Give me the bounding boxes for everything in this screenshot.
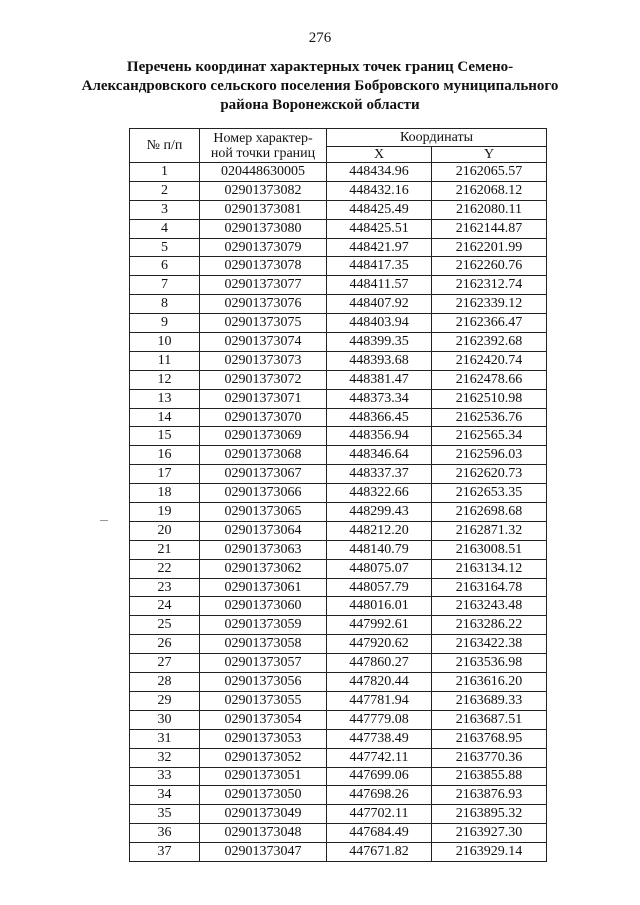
x-coordinate-cell: 447992.61 <box>327 616 432 635</box>
point-number-cell: 02901373052 <box>200 748 327 767</box>
row-number-cell: 22 <box>130 559 200 578</box>
x-coordinate-cell: 448356.94 <box>327 427 432 446</box>
y-coordinate-cell: 2163536.98 <box>432 654 547 673</box>
y-coordinate-cell: 2163929.14 <box>432 843 547 862</box>
x-coordinate-cell: 448322.66 <box>327 484 432 503</box>
x-coordinate-cell: 447684.49 <box>327 824 432 843</box>
row-number-cell: 8 <box>130 295 200 314</box>
point-number-cell: 02901373074 <box>200 333 327 352</box>
x-coordinate-cell: 447702.11 <box>327 805 432 824</box>
point-number-cell: 02901373061 <box>200 578 327 597</box>
x-coordinate-cell: 448373.34 <box>327 389 432 408</box>
row-number-cell: 16 <box>130 446 200 465</box>
point-number-cell: 02901373063 <box>200 540 327 559</box>
table-row <box>130 163 547 182</box>
x-coordinate-cell: 447671.82 <box>327 843 432 862</box>
table-row <box>130 446 547 465</box>
y-coordinate-cell: 2162260.76 <box>432 257 547 276</box>
table-row <box>130 559 547 578</box>
point-number-cell: 02901373065 <box>200 503 327 522</box>
point-number-cell: 02901373067 <box>200 465 327 484</box>
header-row-number: № п/п <box>130 129 200 163</box>
x-coordinate-cell: 448057.79 <box>327 578 432 597</box>
y-coordinate-cell: 2163855.88 <box>432 767 547 786</box>
x-coordinate-cell: 448016.01 <box>327 597 432 616</box>
y-coordinate-cell: 2162080.11 <box>432 200 547 219</box>
table-row <box>130 295 547 314</box>
point-number-cell: 02901373051 <box>200 767 327 786</box>
header-point-number <box>200 129 327 163</box>
table-row <box>130 767 547 786</box>
row-number-cell: 31 <box>130 729 200 748</box>
row-number-cell: 14 <box>130 408 200 427</box>
table-row <box>130 333 547 352</box>
y-coordinate-cell: 2162392.68 <box>432 333 547 352</box>
row-number-cell: 19 <box>130 503 200 522</box>
point-number-cell: 02901373081 <box>200 200 327 219</box>
y-coordinate-cell: 2163134.12 <box>432 559 547 578</box>
x-coordinate-cell: 448381.47 <box>327 370 432 389</box>
table-row <box>130 484 547 503</box>
table-row <box>130 351 547 370</box>
y-coordinate-cell: 2163876.93 <box>432 786 547 805</box>
row-number-cell: 3 <box>130 200 200 219</box>
point-number-cell: 02901373064 <box>200 521 327 540</box>
y-coordinate-cell: 2162339.12 <box>432 295 547 314</box>
margin-mark <box>100 520 108 521</box>
x-coordinate-cell: 447738.49 <box>327 729 432 748</box>
table-row <box>130 276 547 295</box>
row-number-cell: 29 <box>130 691 200 710</box>
table-row <box>130 465 547 484</box>
header-x: X <box>327 147 432 163</box>
y-coordinate-cell: 2162065.57 <box>432 163 547 182</box>
y-coordinate-cell: 2163243.48 <box>432 597 547 616</box>
y-coordinate-cell: 2162596.03 <box>432 446 547 465</box>
document-title <box>80 58 560 115</box>
point-number-cell: 02901373077 <box>200 276 327 295</box>
y-coordinate-cell: 2163687.51 <box>432 710 547 729</box>
row-number-cell: 34 <box>130 786 200 805</box>
x-coordinate-cell: 447860.27 <box>327 654 432 673</box>
y-coordinate-cell: 2163164.78 <box>432 578 547 597</box>
x-coordinate-cell: 447779.08 <box>327 710 432 729</box>
point-number-cell: 02901373072 <box>200 370 327 389</box>
x-coordinate-cell: 448403.94 <box>327 314 432 333</box>
table-row <box>130 824 547 843</box>
table-row <box>130 805 547 824</box>
y-coordinate-cell: 2163768.95 <box>432 729 547 748</box>
table-row <box>130 408 547 427</box>
table-row <box>130 200 547 219</box>
y-coordinate-cell: 2162565.34 <box>432 427 547 446</box>
x-coordinate-cell: 447820.44 <box>327 673 432 692</box>
x-coordinate-cell: 447698.26 <box>327 786 432 805</box>
point-number-cell: 020448630005 <box>200 163 327 182</box>
x-coordinate-cell: 448399.35 <box>327 333 432 352</box>
point-number-cell: 02901373058 <box>200 635 327 654</box>
point-number-cell: 02901373050 <box>200 786 327 805</box>
row-number-cell: 32 <box>130 748 200 767</box>
table-row <box>130 597 547 616</box>
y-coordinate-cell: 2162068.12 <box>432 181 547 200</box>
y-coordinate-cell: 2163689.33 <box>432 691 547 710</box>
y-coordinate-cell: 2162510.98 <box>432 389 547 408</box>
row-number-cell: 33 <box>130 767 200 786</box>
point-number-cell: 02901373071 <box>200 389 327 408</box>
row-number-cell: 15 <box>130 427 200 446</box>
row-number-cell: 26 <box>130 635 200 654</box>
table-row <box>130 578 547 597</box>
row-number-cell: 18 <box>130 484 200 503</box>
page-number: 276 <box>308 30 332 46</box>
row-number-cell: 17 <box>130 465 200 484</box>
coordinates-table <box>129 128 547 862</box>
y-coordinate-cell: 2162366.47 <box>432 314 547 333</box>
point-number-cell: 02901373054 <box>200 710 327 729</box>
point-number-cell: 02901373078 <box>200 257 327 276</box>
y-coordinate-cell: 2162420.74 <box>432 351 547 370</box>
table-row <box>130 673 547 692</box>
header-point-number-line-2: ной точки границ <box>210 145 316 161</box>
table-row <box>130 635 547 654</box>
x-coordinate-cell: 448212.20 <box>327 521 432 540</box>
table-row <box>130 691 547 710</box>
x-coordinate-cell: 448299.43 <box>327 503 432 522</box>
point-number-cell: 02901373057 <box>200 654 327 673</box>
point-number-cell: 02901373079 <box>200 238 327 257</box>
header-y: Y <box>432 147 547 163</box>
row-number-cell: 10 <box>130 333 200 352</box>
x-coordinate-cell: 447781.94 <box>327 691 432 710</box>
row-number-cell: 27 <box>130 654 200 673</box>
table-row <box>130 710 547 729</box>
row-number-cell: 9 <box>130 314 200 333</box>
table-body <box>130 163 547 862</box>
point-number-cell: 02901373060 <box>200 597 327 616</box>
x-coordinate-cell: 448366.45 <box>327 408 432 427</box>
point-number-cell: 02901373055 <box>200 691 327 710</box>
x-coordinate-cell: 447920.62 <box>327 635 432 654</box>
row-number-cell: 4 <box>130 219 200 238</box>
table-row <box>130 616 547 635</box>
table-row <box>130 314 547 333</box>
point-number-cell: 02901373056 <box>200 673 327 692</box>
row-number-cell: 20 <box>130 521 200 540</box>
table-row <box>130 427 547 446</box>
point-number-cell: 02901373048 <box>200 824 327 843</box>
y-coordinate-cell: 2163770.36 <box>432 748 547 767</box>
table-row <box>130 238 547 257</box>
y-coordinate-cell: 2163927.30 <box>432 824 547 843</box>
y-coordinate-cell: 2162871.32 <box>432 521 547 540</box>
x-coordinate-cell: 447742.11 <box>327 748 432 767</box>
row-number-cell: 13 <box>130 389 200 408</box>
row-number-cell: 1 <box>130 163 200 182</box>
y-coordinate-cell: 2162698.68 <box>432 503 547 522</box>
y-coordinate-cell: 2163422.38 <box>432 635 547 654</box>
point-number-cell: 02901373068 <box>200 446 327 465</box>
x-coordinate-cell: 447699.06 <box>327 767 432 786</box>
row-number-cell: 21 <box>130 540 200 559</box>
row-number-cell: 5 <box>130 238 200 257</box>
x-coordinate-cell: 448346.64 <box>327 446 432 465</box>
point-number-cell: 02901373059 <box>200 616 327 635</box>
point-number-cell: 02901373075 <box>200 314 327 333</box>
title-line-2: Александровского сельского поселения Бобровского муниципального <box>81 78 559 94</box>
y-coordinate-cell: 2162312.74 <box>432 276 547 295</box>
y-coordinate-cell: 2162536.76 <box>432 408 547 427</box>
table-row <box>130 257 547 276</box>
x-coordinate-cell: 448411.57 <box>327 276 432 295</box>
x-coordinate-cell: 448421.97 <box>327 238 432 257</box>
table-row <box>130 181 547 200</box>
table-row <box>130 503 547 522</box>
x-coordinate-cell: 448417.35 <box>327 257 432 276</box>
y-coordinate-cell: 2163286.22 <box>432 616 547 635</box>
table-row <box>130 521 547 540</box>
header-coordinates: Координаты <box>327 129 547 147</box>
y-coordinate-cell: 2162478.66 <box>432 370 547 389</box>
y-coordinate-cell: 2162144.87 <box>432 219 547 238</box>
y-coordinate-cell: 2162653.35 <box>432 484 547 503</box>
point-number-cell: 02901373080 <box>200 219 327 238</box>
row-number-cell: 2 <box>130 181 200 200</box>
point-number-cell: 02901373076 <box>200 295 327 314</box>
x-coordinate-cell: 448140.79 <box>327 540 432 559</box>
table-row <box>130 748 547 767</box>
row-number-cell: 28 <box>130 673 200 692</box>
row-number-cell: 36 <box>130 824 200 843</box>
table-row <box>130 540 547 559</box>
row-number-cell: 7 <box>130 276 200 295</box>
point-number-cell: 02901373066 <box>200 484 327 503</box>
row-number-cell: 30 <box>130 710 200 729</box>
x-coordinate-cell: 448432.16 <box>327 181 432 200</box>
row-number-cell: 24 <box>130 597 200 616</box>
table-row <box>130 219 547 238</box>
x-coordinate-cell: 448407.92 <box>327 295 432 314</box>
row-number-cell: 23 <box>130 578 200 597</box>
point-number-cell: 02901373082 <box>200 181 327 200</box>
y-coordinate-cell: 2162201.99 <box>432 238 547 257</box>
row-number-cell: 35 <box>130 805 200 824</box>
table-row <box>130 729 547 748</box>
x-coordinate-cell: 448337.37 <box>327 465 432 484</box>
point-number-cell: 02901373062 <box>200 559 327 578</box>
x-coordinate-cell: 448425.49 <box>327 200 432 219</box>
row-number-cell: 11 <box>130 351 200 370</box>
table-row <box>130 786 547 805</box>
table-row <box>130 370 547 389</box>
table-row <box>130 389 547 408</box>
y-coordinate-cell: 2162620.73 <box>432 465 547 484</box>
y-coordinate-cell: 2163895.32 <box>432 805 547 824</box>
point-number-cell: 02901373047 <box>200 843 327 862</box>
point-number-cell: 02901373049 <box>200 805 327 824</box>
row-number-cell: 37 <box>130 843 200 862</box>
x-coordinate-cell: 448434.96 <box>327 163 432 182</box>
point-number-cell: 02901373073 <box>200 351 327 370</box>
y-coordinate-cell: 2163008.51 <box>432 540 547 559</box>
point-number-cell: 02901373069 <box>200 427 327 446</box>
x-coordinate-cell: 448075.07 <box>327 559 432 578</box>
point-number-cell: 02901373070 <box>200 408 327 427</box>
x-coordinate-cell: 448425.51 <box>327 219 432 238</box>
x-coordinate-cell: 448393.68 <box>327 351 432 370</box>
title-line-3: района Воронежской области <box>220 97 420 113</box>
title-line-1: Перечень координат характерных точек границ Семено- <box>126 59 514 75</box>
table-row <box>130 654 547 673</box>
point-number-cell: 02901373053 <box>200 729 327 748</box>
table-row <box>130 843 547 862</box>
row-number-cell: 12 <box>130 370 200 389</box>
header-point-number-line-1: Номер характер- <box>213 130 313 146</box>
y-coordinate-cell: 2163616.20 <box>432 673 547 692</box>
row-number-cell: 25 <box>130 616 200 635</box>
row-number-cell: 6 <box>130 257 200 276</box>
